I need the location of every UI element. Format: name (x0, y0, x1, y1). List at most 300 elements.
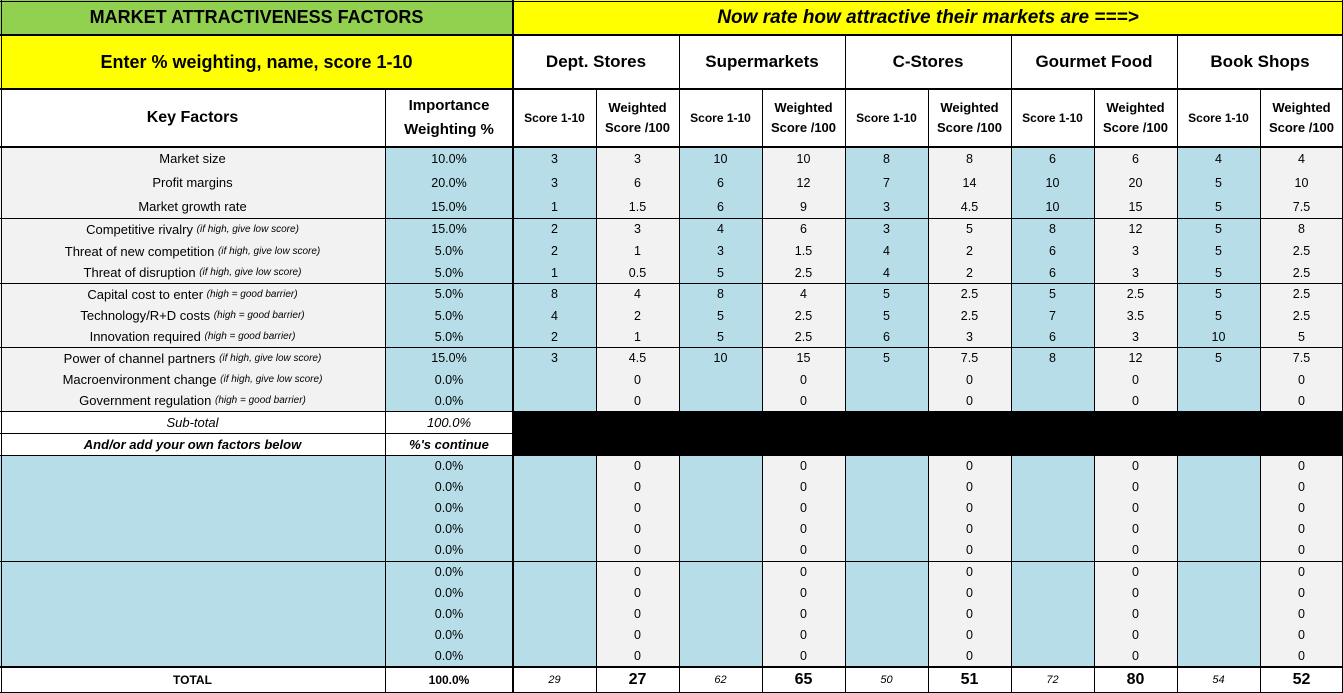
custom-score-input[interactable] (1177, 624, 1260, 645)
weighted-score: 20 (1094, 170, 1177, 195)
custom-weight-input[interactable]: 0.0% (385, 476, 513, 497)
weight-input[interactable]: 5.0% (385, 326, 513, 347)
score-input[interactable]: 1 (513, 262, 596, 283)
score-input[interactable]: 10 (1011, 170, 1094, 195)
custom-score-input[interactable] (679, 539, 762, 561)
custom-weighted-score: 0 (1260, 518, 1343, 539)
factor-label (0, 147, 385, 170)
factor-label (0, 305, 385, 326)
custom-weighted-score: 0 (928, 518, 1011, 539)
custom-score-input[interactable] (845, 539, 928, 561)
weighted-score: 2.5 (928, 283, 1011, 305)
score-input[interactable]: 8 (1011, 218, 1094, 240)
custom-weighted-score: 0 (928, 603, 1011, 624)
weighted-score: 2.5 (1260, 240, 1343, 262)
score-input[interactable] (513, 390, 596, 411)
weighted-score: 1 (596, 326, 679, 347)
custom-score-input[interactable] (1177, 518, 1260, 539)
factor-name: Market growth rate (138, 199, 247, 214)
score-input[interactable]: 3 (513, 347, 596, 369)
score-input[interactable]: 3 (845, 195, 928, 218)
grid-line (0, 218, 1343, 219)
factor-label (0, 390, 385, 411)
custom-score-input[interactable] (845, 455, 928, 476)
custom-score-input[interactable] (1177, 603, 1260, 624)
custom-weighted-score: 0 (596, 645, 679, 667)
score-input[interactable]: 4 (679, 218, 762, 240)
grid-line (385, 89, 386, 693)
custom-score-input[interactable] (845, 645, 928, 667)
factor-name: Macroenvironment change (62, 372, 217, 387)
score-input[interactable]: 5 (1177, 283, 1260, 305)
score-input[interactable]: 8 (1011, 347, 1094, 369)
market-name-2[interactable]: C-Stores (845, 35, 1011, 89)
total-weighted: 51 (928, 667, 1011, 693)
factor-name: Technology/R+D costs (80, 308, 211, 323)
score-input[interactable]: 6 (1011, 240, 1094, 262)
score-input[interactable] (679, 369, 762, 390)
grid-line (0, 561, 1343, 562)
score-input[interactable] (1177, 390, 1260, 411)
weighted-score: 6 (1094, 147, 1177, 170)
weighted-score: 3 (1094, 240, 1177, 262)
custom-score-input[interactable] (1011, 497, 1094, 518)
custom-weighted-score: 0 (762, 518, 845, 539)
custom-score-input[interactable] (513, 476, 596, 497)
weighted-score: 15 (1094, 195, 1177, 218)
score-input[interactable] (1011, 390, 1094, 411)
custom-score-input[interactable] (513, 561, 596, 582)
score-input[interactable]: 5 (1177, 218, 1260, 240)
custom-weighted-score: 0 (928, 539, 1011, 561)
weight-input[interactable]: 5.0% (385, 240, 513, 262)
custom-weighted-score: 0 (1094, 476, 1177, 497)
score-header: Score 1-10 (1177, 89, 1260, 147)
weighted-score: 0 (1094, 369, 1177, 390)
weighted-score: 4.5 (928, 195, 1011, 218)
score-input[interactable]: 5 (845, 283, 928, 305)
weighted-score: 2.5 (928, 305, 1011, 326)
weighted-score: 1.5 (596, 195, 679, 218)
custom-score-input[interactable] (679, 624, 762, 645)
weighted-score: 8 (1260, 218, 1343, 240)
score-input[interactable]: 6 (845, 326, 928, 347)
custom-score-input[interactable] (679, 476, 762, 497)
custom-score-input[interactable] (1177, 582, 1260, 603)
custom-weighted-score: 0 (1260, 624, 1343, 645)
custom-weight-input[interactable]: 0.0% (385, 518, 513, 539)
market-name-4[interactable]: Book Shops (1177, 35, 1343, 89)
weighted-score: 12 (762, 170, 845, 195)
custom-weighted-score: 0 (762, 455, 845, 476)
custom-score-input[interactable] (1177, 645, 1260, 667)
weighted-score: 0 (928, 369, 1011, 390)
custom-weighted-score: 0 (1260, 582, 1343, 603)
custom-score-input[interactable] (1011, 645, 1094, 667)
factor-label (0, 326, 385, 347)
factor-label (0, 170, 385, 195)
total-score: 62 (679, 667, 762, 693)
title-cell: MARKET ATTRACTIVENESS FACTORS (0, 0, 513, 35)
weighted-score: 9 (762, 195, 845, 218)
score-input[interactable] (845, 369, 928, 390)
custom-weighted-score: 0 (762, 539, 845, 561)
weighted-score: 0 (1260, 390, 1343, 411)
total-weighted: 27 (596, 667, 679, 693)
custom-weighted-score: 0 (596, 497, 679, 518)
total-weighted: 65 (762, 667, 845, 693)
weight-input[interactable]: 15.0% (385, 347, 513, 369)
factor-name: Innovation required (89, 329, 201, 344)
weighted-score: 12 (1094, 347, 1177, 369)
score-input[interactable]: 5 (1177, 170, 1260, 195)
weighted-score: 5 (928, 218, 1011, 240)
factor-label (0, 369, 385, 390)
custom-weighted-score: 0 (596, 561, 679, 582)
weight-input[interactable]: 10.0% (385, 147, 513, 170)
score-input[interactable]: 6 (1011, 326, 1094, 347)
factor-label (0, 240, 385, 262)
custom-weighted-score: 0 (1260, 603, 1343, 624)
custom-weighted-score: 0 (928, 582, 1011, 603)
grid-line (596, 89, 597, 693)
total-score: 50 (845, 667, 928, 693)
score-input[interactable]: 6 (679, 195, 762, 218)
custom-weight-input[interactable]: 0.0% (385, 455, 513, 476)
score-input[interactable]: 5 (845, 347, 928, 369)
factor-name: Profit margins (152, 175, 233, 190)
score-input[interactable] (1011, 369, 1094, 390)
grid-line (0, 88, 1343, 90)
custom-weighted-score: 0 (1094, 455, 1177, 476)
weight-input[interactable]: 0.0% (385, 369, 513, 390)
custom-weighted-score: 0 (928, 497, 1011, 518)
custom-weighted-score: 0 (596, 518, 679, 539)
total-label: TOTAL (0, 667, 385, 693)
score-input[interactable]: 5 (679, 305, 762, 326)
custom-weighted-score: 0 (762, 603, 845, 624)
custom-weighted-score: 0 (762, 476, 845, 497)
weighted-score: 10 (762, 147, 845, 170)
custom-score-input[interactable] (845, 518, 928, 539)
custom-weighted-score: 0 (596, 582, 679, 603)
custom-score-input[interactable] (1177, 497, 1260, 518)
score-input[interactable]: 6 (679, 170, 762, 195)
weighted-score: 3 (596, 218, 679, 240)
factor-note: (if high, give low score) (220, 374, 323, 385)
grid-line (0, 1, 1343, 2)
score-input[interactable]: 5 (1177, 195, 1260, 218)
score-input[interactable]: 4 (1177, 147, 1260, 170)
factor-label (0, 218, 385, 240)
custom-factor-input[interactable] (0, 624, 385, 645)
weighted-score: 2.5 (1094, 283, 1177, 305)
score-header: Score 1-10 (1011, 89, 1094, 147)
weighted-score: 2.5 (762, 326, 845, 347)
score-input[interactable]: 2 (513, 326, 596, 347)
weight-input[interactable]: 5.0% (385, 305, 513, 326)
custom-score-input[interactable] (513, 455, 596, 476)
score-input[interactable]: 10 (679, 147, 762, 170)
weighted-score: 2.5 (1260, 305, 1343, 326)
score-input[interactable]: 2 (513, 218, 596, 240)
market-name-0[interactable]: Dept. Stores (513, 35, 679, 89)
custom-score-input[interactable] (1011, 624, 1094, 645)
score-input[interactable]: 5 (679, 326, 762, 347)
subtotal-label: Sub-total (0, 411, 385, 433)
weighted-score: 0.5 (596, 262, 679, 283)
custom-weighted-score: 0 (762, 582, 845, 603)
weighted-score: 1.5 (762, 240, 845, 262)
total-weighted: 80 (1094, 667, 1177, 693)
score-input[interactable]: 5 (679, 262, 762, 283)
custom-weight-input[interactable]: 0.0% (385, 561, 513, 582)
custom-weight-input[interactable]: 0.0% (385, 582, 513, 603)
weighted-score: 6 (762, 218, 845, 240)
custom-weighted-score: 0 (596, 476, 679, 497)
custom-weighted-score: 0 (1260, 497, 1343, 518)
custom-score-input[interactable] (1011, 518, 1094, 539)
grid-line (928, 89, 929, 693)
custom-score-input[interactable] (845, 561, 928, 582)
grid-line (679, 35, 680, 693)
score-input[interactable]: 7 (1011, 305, 1094, 326)
score-input[interactable] (679, 390, 762, 411)
custom-weighted-score: 0 (928, 624, 1011, 645)
weight-input[interactable]: 5.0% (385, 283, 513, 305)
custom-score-input[interactable] (1011, 476, 1094, 497)
market-name-3[interactable]: Gourmet Food (1011, 35, 1177, 89)
custom-score-input[interactable] (513, 518, 596, 539)
custom-factor-input[interactable] (0, 645, 385, 667)
custom-weighted-score: 0 (1094, 561, 1177, 582)
score-input[interactable]: 10 (1011, 195, 1094, 218)
score-input[interactable] (845, 390, 928, 411)
custom-score-input[interactable] (1177, 539, 1260, 561)
custom-factor-input[interactable] (0, 455, 385, 476)
custom-score-input[interactable] (679, 582, 762, 603)
score-input[interactable]: 3 (679, 240, 762, 262)
custom-weighted-score: 0 (762, 645, 845, 667)
custom-weight-input[interactable]: 0.0% (385, 497, 513, 518)
custom-score-input[interactable] (513, 603, 596, 624)
score-input[interactable]: 8 (679, 283, 762, 305)
score-header: Score 1-10 (845, 89, 928, 147)
custom-score-input[interactable] (513, 497, 596, 518)
score-input[interactable]: 5 (1177, 240, 1260, 262)
score-input[interactable] (1177, 369, 1260, 390)
score-input[interactable]: 4 (513, 305, 596, 326)
weighted-header: Weighted Score /100 (596, 89, 679, 147)
score-input[interactable]: 5 (845, 305, 928, 326)
factor-note: (if high, give low score) (217, 245, 321, 257)
factor-note: (high = good barrier) (214, 395, 306, 406)
weight-input[interactable]: 15.0% (385, 218, 513, 240)
custom-factor-input[interactable] (0, 539, 385, 561)
score-input[interactable]: 6 (1011, 147, 1094, 170)
weighted-score: 2 (928, 262, 1011, 283)
custom-continue-label: %'s continue (385, 433, 513, 455)
custom-weighted-score: 0 (1094, 539, 1177, 561)
custom-factor-input[interactable] (0, 518, 385, 539)
grid-line (0, 347, 1343, 348)
custom-weight-input[interactable]: 0.0% (385, 645, 513, 667)
factor-name: Competitive rivalry (86, 221, 194, 237)
weighted-header: Weighted Score /100 (762, 89, 845, 147)
total-score: 29 (513, 667, 596, 693)
custom-score-input[interactable] (845, 497, 928, 518)
grid-line (0, 411, 513, 412)
custom-factor-input[interactable] (0, 582, 385, 603)
factor-note: (if high, give low score) (219, 352, 322, 364)
weighted-score: 2.5 (762, 305, 845, 326)
custom-score-input[interactable] (679, 455, 762, 476)
score-input[interactable]: 10 (1177, 326, 1260, 347)
score-input[interactable]: 3 (845, 218, 928, 240)
custom-score-input[interactable] (845, 624, 928, 645)
grid-line (1, 0, 2, 693)
custom-score-input[interactable] (1177, 455, 1260, 476)
weighted-score: 2.5 (762, 262, 845, 283)
weighted-score: 6 (596, 170, 679, 195)
weighted-score: 3 (928, 326, 1011, 347)
weighted-score: 3 (1094, 326, 1177, 347)
importance-header: Importance Weighting % (385, 89, 513, 147)
score-input[interactable]: 5 (1011, 283, 1094, 305)
score-input[interactable]: 6 (1011, 262, 1094, 283)
score-input[interactable]: 5 (1177, 347, 1260, 369)
score-header: Score 1-10 (679, 89, 762, 147)
weighted-score: 0 (1094, 390, 1177, 411)
score-input[interactable]: 1 (513, 195, 596, 218)
custom-score-input[interactable] (513, 582, 596, 603)
custom-score-input[interactable] (1177, 561, 1260, 582)
score-input[interactable] (513, 369, 596, 390)
weighted-score: 2 (596, 305, 679, 326)
custom-score-input[interactable] (845, 476, 928, 497)
custom-score-input[interactable] (845, 582, 928, 603)
score-input[interactable]: 3 (513, 170, 596, 195)
custom-weighted-score: 0 (1260, 476, 1343, 497)
subtitle-cell: Now rate how attractive their markets are ===> (513, 0, 1343, 35)
custom-weighted-score: 0 (1260, 539, 1343, 561)
custom-weight-input[interactable]: 0.0% (385, 603, 513, 624)
grid-line (0, 146, 1343, 148)
factor-label (0, 283, 385, 305)
weighted-score: 2.5 (1260, 262, 1343, 283)
custom-weighted-score: 0 (596, 539, 679, 561)
custom-score-input[interactable] (1011, 603, 1094, 624)
custom-factors-label: And/or add your own factors below (0, 433, 385, 455)
custom-score-input[interactable] (679, 518, 762, 539)
subtotal-value: 100.0% (385, 411, 513, 433)
weighted-score: 3.5 (1094, 305, 1177, 326)
weighted-score: 4 (762, 283, 845, 305)
custom-score-input[interactable] (1011, 582, 1094, 603)
grid-line (1260, 89, 1261, 693)
weighted-score: 7.5 (928, 347, 1011, 369)
grid-line (0, 34, 1343, 36)
weighted-score: 0 (1260, 369, 1343, 390)
score-input[interactable]: 7 (845, 170, 928, 195)
custom-score-input[interactable] (679, 561, 762, 582)
custom-score-input[interactable] (1011, 539, 1094, 561)
weight-input[interactable]: 0.0% (385, 390, 513, 411)
custom-weighted-score: 0 (1260, 645, 1343, 667)
factor-name: Threat of disruption (83, 265, 196, 280)
custom-factor-input[interactable] (0, 497, 385, 518)
factor-name: Power of channel partners (63, 350, 216, 366)
custom-score-input[interactable] (679, 603, 762, 624)
custom-score-input[interactable] (679, 497, 762, 518)
custom-factor-input[interactable] (0, 561, 385, 582)
score-input[interactable]: 8 (513, 283, 596, 305)
score-input[interactable]: 10 (679, 347, 762, 369)
grid-line (1011, 35, 1012, 693)
score-input[interactable]: 4 (845, 262, 928, 283)
custom-score-input[interactable] (845, 603, 928, 624)
factor-label (0, 195, 385, 218)
weighted-score: 5 (1260, 326, 1343, 347)
weighted-score: 10 (1260, 170, 1343, 195)
score-input[interactable]: 5 (1177, 262, 1260, 283)
weighted-score: 3 (1094, 262, 1177, 283)
custom-weighted-score: 0 (928, 645, 1011, 667)
custom-weighted-score: 0 (928, 561, 1011, 582)
weighted-score: 2 (928, 240, 1011, 262)
score-input[interactable]: 4 (845, 240, 928, 262)
weighted-score: 12 (1094, 218, 1177, 240)
weighted-score: 2.5 (1260, 283, 1343, 305)
custom-score-input[interactable] (1011, 561, 1094, 582)
score-input[interactable]: 2 (513, 240, 596, 262)
weight-input[interactable]: 5.0% (385, 262, 513, 283)
custom-weighted-score: 0 (1260, 455, 1343, 476)
factor-name: Market size (159, 151, 226, 166)
score-input[interactable]: 5 (1177, 305, 1260, 326)
weight-input[interactable]: 20.0% (385, 170, 513, 195)
total-weighted: 52 (1260, 667, 1343, 693)
weighted-score: 0 (762, 390, 845, 411)
custom-score-input[interactable] (513, 539, 596, 561)
custom-weighted-score: 0 (596, 624, 679, 645)
custom-score-input[interactable] (1177, 476, 1260, 497)
score-input[interactable]: 8 (845, 147, 928, 170)
custom-weighted-score: 0 (762, 497, 845, 518)
custom-weighted-score: 0 (762, 624, 845, 645)
weight-input[interactable]: 15.0% (385, 195, 513, 218)
custom-weight-input[interactable]: 0.0% (385, 539, 513, 561)
custom-factor-input[interactable] (0, 476, 385, 497)
score-input[interactable]: 3 (513, 147, 596, 170)
custom-factor-input[interactable] (0, 603, 385, 624)
weighted-score: 1 (596, 240, 679, 262)
weighted-score: 0 (596, 390, 679, 411)
custom-weight-input[interactable]: 0.0% (385, 624, 513, 645)
weighted-score: 4.5 (596, 347, 679, 369)
custom-weighted-score: 0 (928, 455, 1011, 476)
total-weight: 100.0% (385, 667, 513, 693)
grid-line (762, 89, 763, 693)
custom-score-input[interactable] (513, 624, 596, 645)
weighted-score: 3 (596, 147, 679, 170)
key-factors-header: Key Factors (0, 89, 385, 147)
custom-score-input[interactable] (1011, 455, 1094, 476)
custom-weighted-score: 0 (762, 561, 845, 582)
custom-score-input[interactable] (513, 645, 596, 667)
custom-score-input[interactable] (679, 645, 762, 667)
market-name-1[interactable]: Supermarkets (679, 35, 845, 89)
